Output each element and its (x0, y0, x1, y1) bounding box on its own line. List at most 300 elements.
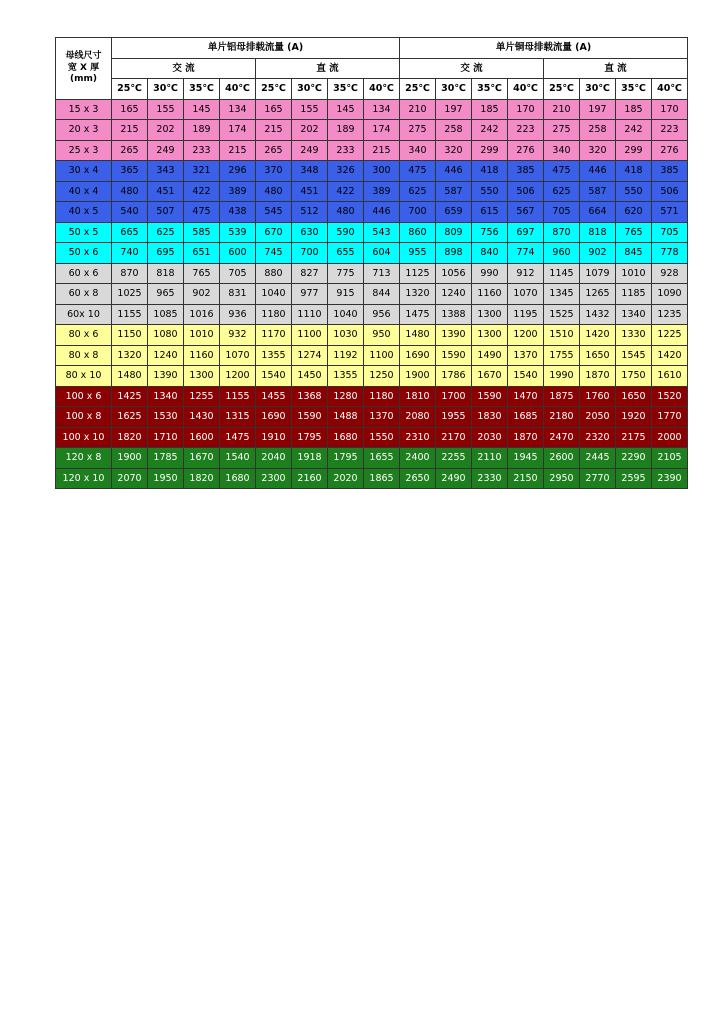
ampacity-value-cell: 1355 (328, 366, 364, 387)
ampacity-value-cell: 1475 (220, 427, 256, 448)
ampacity-value-cell: 1488 (328, 407, 364, 428)
ampacity-value-cell: 418 (472, 161, 508, 182)
ampacity-value-cell: 620 (616, 202, 652, 223)
ampacity-value-cell: 567 (508, 202, 544, 223)
ampacity-value-cell: 1600 (184, 427, 220, 448)
ampacity-value-cell: 210 (544, 99, 580, 120)
busbar-size-cell: 120 x 8 (56, 448, 112, 469)
table-row (56, 181, 688, 202)
ampacity-value-cell: 2950 (544, 468, 580, 489)
ampacity-value-cell: 1540 (256, 366, 292, 387)
ampacity-value-cell: 912 (508, 263, 544, 284)
ampacity-value-cell: 585 (184, 222, 220, 243)
ampacity-value-cell: 1950 (148, 468, 184, 489)
ampacity-value-cell: 2290 (616, 448, 652, 469)
corner-line-1: 母线尺寸 (65, 51, 102, 62)
ampacity-value-cell: 571 (652, 202, 688, 223)
ampacity-value-cell: 2170 (436, 427, 472, 448)
ampacity-value-cell: 1545 (616, 345, 652, 366)
ampacity-value-cell: 977 (292, 284, 328, 305)
ampacity-value-cell: 1480 (112, 366, 148, 387)
ampacity-value-cell: 258 (436, 120, 472, 141)
ampacity-value-cell: 1785 (148, 448, 184, 469)
ampacity-value-cell: 1390 (436, 325, 472, 346)
ampacity-value-cell: 480 (328, 202, 364, 223)
ampacity-value-cell: 590 (328, 222, 364, 243)
ampacity-value-cell: 197 (436, 99, 472, 120)
ampacity-value-cell: 1540 (508, 366, 544, 387)
ampacity-value-cell: 600 (220, 243, 256, 264)
copper-dc-header: 直 流 (544, 58, 688, 79)
ampacity-value-cell: 1240 (436, 284, 472, 305)
ampacity-value-cell: 1040 (256, 284, 292, 305)
ampacity-value-cell: 2160 (292, 468, 328, 489)
ampacity-value-cell: 1760 (580, 386, 616, 407)
ampacity-value-cell: 242 (616, 120, 652, 141)
ampacity-value-cell: 765 (184, 263, 220, 284)
ampacity-value-cell: 1540 (220, 448, 256, 469)
busbar-size-cell: 60 x 8 (56, 284, 112, 305)
temperature-header-cell: 35℃ (616, 79, 652, 100)
ampacity-value-cell: 1450 (292, 366, 328, 387)
ampacity-value-cell: 700 (400, 202, 436, 223)
ampacity-value-cell: 956 (364, 304, 400, 325)
ampacity-value-cell: 1425 (112, 386, 148, 407)
ampacity-value-cell: 1510 (544, 325, 580, 346)
ampacity-value-cell: 860 (400, 222, 436, 243)
ampacity-value-cell: 1875 (544, 386, 580, 407)
busbar-size-cell: 80 x 10 (56, 366, 112, 387)
ampacity-value-cell: 2050 (580, 407, 616, 428)
busbar-size-cell: 100 x 10 (56, 427, 112, 448)
table-row (56, 161, 688, 182)
ampacity-value-cell: 1670 (472, 366, 508, 387)
ampacity-value-cell: 1432 (580, 304, 616, 325)
ampacity-value-cell: 1795 (328, 448, 364, 469)
busbar-size-header (56, 38, 112, 100)
ampacity-value-cell: 1755 (544, 345, 580, 366)
ampacity-value-cell: 665 (112, 222, 148, 243)
temperature-header-row (56, 79, 688, 100)
ampacity-value-cell: 1300 (472, 304, 508, 325)
ampacity-value-cell: 705 (220, 263, 256, 284)
table-row (56, 120, 688, 141)
ampacity-value-cell: 451 (148, 181, 184, 202)
ampacity-value-cell: 1265 (580, 284, 616, 305)
ampacity-value-cell: 902 (184, 284, 220, 305)
ampacity-value-cell: 1185 (616, 284, 652, 305)
ampacity-value-cell: 1255 (184, 386, 220, 407)
ampacity-value-cell: 1870 (508, 427, 544, 448)
ampacity-value-cell: 1195 (508, 304, 544, 325)
ampacity-value-cell: 223 (508, 120, 544, 141)
ampacity-value-cell: 506 (508, 181, 544, 202)
ampacity-value-cell: 145 (184, 99, 220, 120)
ampacity-value-cell: 831 (220, 284, 256, 305)
ampacity-value-cell: 1650 (580, 345, 616, 366)
temperature-header-cell: 25℃ (544, 79, 580, 100)
ampacity-value-cell: 655 (328, 243, 364, 264)
ampacity-value-cell: 134 (364, 99, 400, 120)
ampacity-value-cell: 1900 (112, 448, 148, 469)
temperature-header-cell: 40℃ (652, 79, 688, 100)
ampacity-value-cell: 475 (400, 161, 436, 182)
ampacity-value-cell: 625 (400, 181, 436, 202)
ampacity-value-cell: 775 (328, 263, 364, 284)
ampacity-value-cell: 189 (184, 120, 220, 141)
ampacity-value-cell: 1340 (148, 386, 184, 407)
ampacity-value-cell: 2320 (580, 427, 616, 448)
table-row (56, 304, 688, 325)
ampacity-value-cell: 625 (148, 222, 184, 243)
ampacity-value-cell: 898 (436, 243, 472, 264)
ampacity-value-cell: 2040 (256, 448, 292, 469)
temperature-header-cell: 30℃ (148, 79, 184, 100)
ampacity-value-cell: 1455 (256, 386, 292, 407)
ampacity-value-cell: 155 (148, 99, 184, 120)
ampacity-value-cell: 189 (328, 120, 364, 141)
ampacity-value-cell: 1820 (184, 468, 220, 489)
temperature-header-cell: 40℃ (220, 79, 256, 100)
ampacity-value-cell: 340 (544, 140, 580, 161)
ampacity-value-cell: 1750 (616, 366, 652, 387)
ampacity-value-cell: 134 (220, 99, 256, 120)
ampacity-value-cell: 1100 (364, 345, 400, 366)
ampacity-value-cell: 1016 (184, 304, 220, 325)
ampacity-value-cell: 506 (652, 181, 688, 202)
table-row (56, 325, 688, 346)
ampacity-table-container (55, 37, 688, 489)
table-body (56, 99, 688, 489)
ampacity-value-cell: 1280 (328, 386, 364, 407)
ampacity-value-cell: 296 (220, 161, 256, 182)
ampacity-value-cell: 170 (508, 99, 544, 120)
ampacity-value-cell: 389 (220, 181, 256, 202)
ampacity-value-cell: 1155 (112, 304, 148, 325)
table-header (56, 38, 688, 100)
ampacity-value-cell: 604 (364, 243, 400, 264)
ampacity-value-cell: 1590 (472, 386, 508, 407)
ampacity-value-cell: 249 (148, 140, 184, 161)
ampacity-value-cell: 651 (184, 243, 220, 264)
ampacity-value-cell: 713 (364, 263, 400, 284)
ampacity-value-cell: 320 (436, 140, 472, 161)
ampacity-value-cell: 451 (292, 181, 328, 202)
ampacity-value-cell: 174 (220, 120, 256, 141)
ampacity-value-cell: 697 (508, 222, 544, 243)
ampacity-value-cell: 446 (364, 202, 400, 223)
ampacity-value-cell: 299 (472, 140, 508, 161)
ampacity-value-cell: 1100 (292, 325, 328, 346)
ampacity-value-cell: 1170 (256, 325, 292, 346)
ampacity-value-cell: 1160 (472, 284, 508, 305)
ampacity-value-cell: 705 (544, 202, 580, 223)
ampacity-value-cell: 1180 (364, 386, 400, 407)
ampacity-value-cell: 1330 (616, 325, 652, 346)
busbar-size-cell: 120 x 10 (56, 468, 112, 489)
ampacity-value-cell: 422 (184, 181, 220, 202)
busbar-size-cell: 15 x 3 (56, 99, 112, 120)
ampacity-value-cell: 705 (652, 222, 688, 243)
ampacity-value-cell: 1388 (436, 304, 472, 325)
ampacity-value-cell: 1590 (292, 407, 328, 428)
ampacity-value-cell: 1470 (508, 386, 544, 407)
ampacity-value-cell: 185 (616, 99, 652, 120)
ampacity-value-cell: 543 (364, 222, 400, 243)
ampacity-value-cell: 1225 (652, 325, 688, 346)
ampacity-value-cell: 1070 (508, 284, 544, 305)
temperature-header-cell: 35℃ (472, 79, 508, 100)
ampacity-value-cell: 1475 (400, 304, 436, 325)
ampacity-value-cell: 818 (148, 263, 184, 284)
copper-ac-header: 交 流 (400, 58, 544, 79)
ampacity-value-cell: 1945 (508, 448, 544, 469)
busbar-size-cell: 60x 10 (56, 304, 112, 325)
table-row (56, 366, 688, 387)
ampacity-value-cell: 202 (292, 120, 328, 141)
ampacity-value-cell: 365 (112, 161, 148, 182)
ampacity-value-cell: 1320 (112, 345, 148, 366)
ampacity-value-cell: 343 (148, 161, 184, 182)
ampacity-value-cell: 540 (112, 202, 148, 223)
ampacity-value-cell: 539 (220, 222, 256, 243)
ampacity-value-cell: 550 (616, 181, 652, 202)
temperature-header-cell: 30℃ (580, 79, 616, 100)
ampacity-value-cell: 233 (184, 140, 220, 161)
ampacity-value-cell: 1110 (292, 304, 328, 325)
ampacity-value-cell: 2390 (652, 468, 688, 489)
ampacity-value-cell: 1056 (436, 263, 472, 284)
ampacity-value-cell: 145 (328, 99, 364, 120)
ampacity-value-cell: 215 (256, 120, 292, 141)
aluminum-header: 单片铝母排载流量 (A) (112, 38, 400, 59)
aluminum-dc-header: 直 流 (256, 58, 400, 79)
ampacity-value-cell: 300 (364, 161, 400, 182)
ampacity-value-cell: 1870 (580, 366, 616, 387)
ampacity-value-cell: 1710 (148, 427, 184, 448)
ampacity-value-cell: 210 (400, 99, 436, 120)
ampacity-value-cell: 1920 (616, 407, 652, 428)
table-row (56, 140, 688, 161)
ampacity-value-cell: 1530 (148, 407, 184, 428)
ampacity-value-cell: 1480 (400, 325, 436, 346)
ampacity-value-cell: 1490 (472, 345, 508, 366)
ampacity-value-cell: 1235 (652, 304, 688, 325)
ampacity-value-cell: 1918 (292, 448, 328, 469)
busbar-size-cell: 40 x 4 (56, 181, 112, 202)
ampacity-value-cell: 1370 (508, 345, 544, 366)
ampacity-value-cell: 965 (148, 284, 184, 305)
ampacity-value-cell: 2030 (472, 427, 508, 448)
ampacity-value-cell: 844 (364, 284, 400, 305)
busbar-size-cell: 30 x 4 (56, 161, 112, 182)
ampacity-value-cell: 1955 (436, 407, 472, 428)
ampacity-value-cell: 2650 (400, 468, 436, 489)
ampacity-value-cell: 276 (652, 140, 688, 161)
ampacity-value-cell: 745 (256, 243, 292, 264)
busbar-size-cell: 100 x 6 (56, 386, 112, 407)
ampacity-value-cell: 1690 (256, 407, 292, 428)
ampacity-value-cell: 1080 (148, 325, 184, 346)
ampacity-value-cell: 625 (544, 181, 580, 202)
ampacity-value-cell: 1070 (220, 345, 256, 366)
ampacity-value-cell: 215 (364, 140, 400, 161)
ampacity-value-cell: 1150 (112, 325, 148, 346)
ampacity-value-cell: 587 (580, 181, 616, 202)
ampacity-value-cell: 223 (652, 120, 688, 141)
ampacity-value-cell: 928 (652, 263, 688, 284)
ampacity-value-cell: 2600 (544, 448, 580, 469)
ampacity-value-cell: 870 (544, 222, 580, 243)
ampacity-value-cell: 165 (112, 99, 148, 120)
ampacity-value-cell: 446 (580, 161, 616, 182)
ampacity-value-cell: 630 (292, 222, 328, 243)
ampacity-value-cell: 1145 (544, 263, 580, 284)
copper-header: 单片铜母排载流量 (A) (400, 38, 688, 59)
ampacity-value-cell: 340 (400, 140, 436, 161)
ampacity-value-cell: 1300 (472, 325, 508, 346)
busbar-size-cell: 50 x 6 (56, 243, 112, 264)
busbar-size-cell: 50 x 5 (56, 222, 112, 243)
ampacity-value-cell: 1990 (544, 366, 580, 387)
ampacity-value-cell: 1650 (616, 386, 652, 407)
ampacity-value-cell: 932 (220, 325, 256, 346)
temperature-header-cell: 40℃ (364, 79, 400, 100)
ampacity-value-cell: 818 (580, 222, 616, 243)
ampacity-value-cell: 1610 (652, 366, 688, 387)
ampacity-value-cell: 1079 (580, 263, 616, 284)
ampacity-value-cell: 1900 (400, 366, 436, 387)
ampacity-value-cell: 1520 (652, 386, 688, 407)
ampacity-value-cell: 170 (652, 99, 688, 120)
ampacity-value-cell: 1010 (184, 325, 220, 346)
ampacity-value-cell: 258 (580, 120, 616, 141)
ampacity-value-cell: 1430 (184, 407, 220, 428)
ampacity-value-cell: 902 (580, 243, 616, 264)
ampacity-value-cell: 1525 (544, 304, 580, 325)
ampacity-value-cell: 265 (256, 140, 292, 161)
busbar-size-cell: 80 x 8 (56, 345, 112, 366)
busbar-size-cell: 20 x 3 (56, 120, 112, 141)
ampacity-value-cell: 1010 (616, 263, 652, 284)
ampacity-value-cell: 1090 (652, 284, 688, 305)
temperature-header-cell: 35℃ (328, 79, 364, 100)
ampacity-value-cell: 545 (256, 202, 292, 223)
ampacity-value-cell: 1160 (184, 345, 220, 366)
ampacity-value-cell: 265 (112, 140, 148, 161)
ampacity-value-cell: 1355 (256, 345, 292, 366)
ampacity-value-cell: 1345 (544, 284, 580, 305)
ampacity-value-cell: 299 (616, 140, 652, 161)
ampacity-value-cell: 446 (436, 161, 472, 182)
ampacity-value-cell: 1550 (364, 427, 400, 448)
ampacity-value-cell: 915 (328, 284, 364, 305)
table-row (56, 448, 688, 469)
ampacity-value-cell: 950 (364, 325, 400, 346)
ampacity-value-cell: 990 (472, 263, 508, 284)
ampacity-value-cell: 2110 (472, 448, 508, 469)
ampacity-value-cell: 936 (220, 304, 256, 325)
ampacity-value-cell: 1200 (220, 366, 256, 387)
ampacity-value-cell: 1690 (400, 345, 436, 366)
ampacity-value-cell: 1192 (328, 345, 364, 366)
ampacity-value-cell: 1865 (364, 468, 400, 489)
ampacity-value-cell: 385 (652, 161, 688, 182)
ampacity-value-cell: 778 (652, 243, 688, 264)
table-row (56, 202, 688, 223)
busbar-size-cell: 100 x 8 (56, 407, 112, 428)
ampacity-value-cell: 2255 (436, 448, 472, 469)
ampacity-value-cell: 1680 (328, 427, 364, 448)
ampacity-value-cell: 1030 (328, 325, 364, 346)
ampacity-value-cell: 1320 (400, 284, 436, 305)
ampacity-value-cell: 2595 (616, 468, 652, 489)
ampacity-value-cell: 202 (148, 120, 184, 141)
ampacity-value-cell: 2105 (652, 448, 688, 469)
ampacity-value-cell: 185 (472, 99, 508, 120)
ampacity-value-cell: 1910 (256, 427, 292, 448)
table-row (56, 222, 688, 243)
ampacity-value-cell: 1590 (436, 345, 472, 366)
ampacity-value-cell: 1625 (112, 407, 148, 428)
table-row (56, 386, 688, 407)
ampacity-value-cell: 215 (220, 140, 256, 161)
ampacity-value-cell: 475 (184, 202, 220, 223)
ampacity-value-cell: 174 (364, 120, 400, 141)
ampacity-value-cell: 475 (544, 161, 580, 182)
busbar-size-cell: 25 x 3 (56, 140, 112, 161)
ampacity-value-cell: 1770 (652, 407, 688, 428)
ampacity-value-cell: 1085 (148, 304, 184, 325)
ampacity-value-cell: 756 (472, 222, 508, 243)
ampacity-value-cell: 670 (256, 222, 292, 243)
ampacity-value-cell: 550 (472, 181, 508, 202)
ampacity-value-cell: 1125 (400, 263, 436, 284)
ampacity-value-cell: 1685 (508, 407, 544, 428)
ampacity-value-cell: 2490 (436, 468, 472, 489)
corner-line-3: (mm) (70, 73, 97, 84)
temperature-header-cell: 40℃ (508, 79, 544, 100)
table-row (56, 427, 688, 448)
table-row (56, 407, 688, 428)
ampacity-value-cell: 321 (184, 161, 220, 182)
ampacity-value-cell: 960 (544, 243, 580, 264)
ampacity-value-cell: 512 (292, 202, 328, 223)
ampacity-value-cell: 326 (328, 161, 364, 182)
ampacity-value-cell: 2175 (616, 427, 652, 448)
ampacity-value-cell: 422 (328, 181, 364, 202)
ampacity-value-cell: 1680 (220, 468, 256, 489)
ampacity-value-cell: 2180 (544, 407, 580, 428)
corner-line-2: 宽 X 厚 (67, 62, 100, 73)
temperature-header-cell: 25℃ (112, 79, 148, 100)
ampacity-value-cell: 242 (472, 120, 508, 141)
busbar-size-cell: 60 x 6 (56, 263, 112, 284)
ampacity-value-cell: 1368 (292, 386, 328, 407)
ampacity-value-cell: 215 (112, 120, 148, 141)
ampacity-value-cell: 249 (292, 140, 328, 161)
temperature-header-cell: 30℃ (292, 79, 328, 100)
table-row (56, 263, 688, 284)
ampacity-value-cell: 1700 (436, 386, 472, 407)
ampacity-value-cell: 1370 (364, 407, 400, 428)
ampacity-value-cell: 695 (148, 243, 184, 264)
ampacity-value-cell: 880 (256, 263, 292, 284)
ampacity-value-cell: 1040 (328, 304, 364, 325)
ampacity-value-cell: 1655 (364, 448, 400, 469)
ampacity-value-cell: 2020 (328, 468, 364, 489)
ampacity-value-cell: 389 (364, 181, 400, 202)
